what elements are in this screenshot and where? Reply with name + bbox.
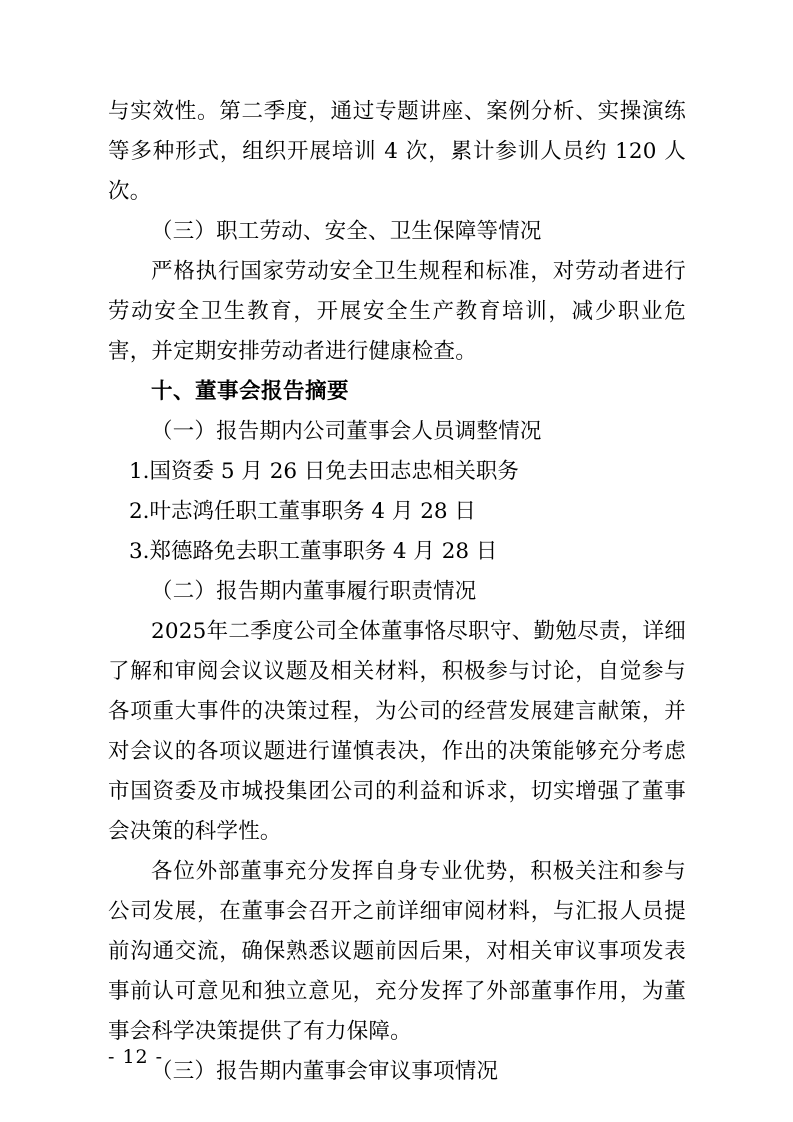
section-heading: 十、董事会报告摘要 <box>151 379 350 404</box>
paragraph: （三）报告期内董事会审议事项情况 <box>151 1059 499 1084</box>
list-item: 3.郑德路免去职工董事职务 4 月 28 日 <box>129 539 498 564</box>
paragraph: （二）报告期内董事履行职责情况 <box>151 579 477 604</box>
paragraph: 与实效性。第二季度，通过专题讲座、案例分析、实操演练等多种形式，组织开展培训 4 次，累计参训人员约 120 人次。 <box>108 99 686 204</box>
paragraph: 各位外部董事充分发挥自身专业优势，积极关注和参与公司发展，在董事会召开之前详细审阅材料，与汇报人员提前沟通交流，确保熟悉议题前因后果，对相关审议事项发表事前认可意见和独立意见，充分发挥了外部董事作用，为董事会科学决策提供了有力保障。 <box>108 859 686 1044</box>
paragraph: 2025年二季度公司全体董事恪尽职守、勤勉尽责，详细了解和审阅会议议题及相关材料，积极参与讨论，自觉参与各项重大事件的决策过程，为公司的经营发展建言献策，并对会议的各项议题进行谨慎表决，作出的决策能够充分考虑市国资委及市城投集团公司的利益和诉求，切实增强了董事会决策的科学性。 <box>108 619 686 844</box>
paragraph: （一）报告期内公司董事会人员调整情况 <box>151 419 542 444</box>
paragraph: （三）职工劳动、安全、卫生保障等情况 <box>151 219 542 244</box>
list-item: 1.国资委 5 月 26 日免去田志忠相关职务 <box>129 459 519 484</box>
paragraph: 严格执行国家劳动安全卫生规程和标准，对劳动者进行劳动安全卫生教育，开展安全生产教育培训，减少职业危害，并定期安排劳动者进行健康检查。 <box>108 259 686 364</box>
list-item: 2.叶志鸿任职工董事职务 4 月 28 日 <box>129 499 476 524</box>
document-body <box>108 92 686 1092</box>
page-number: - 12 - <box>108 1046 164 1068</box>
